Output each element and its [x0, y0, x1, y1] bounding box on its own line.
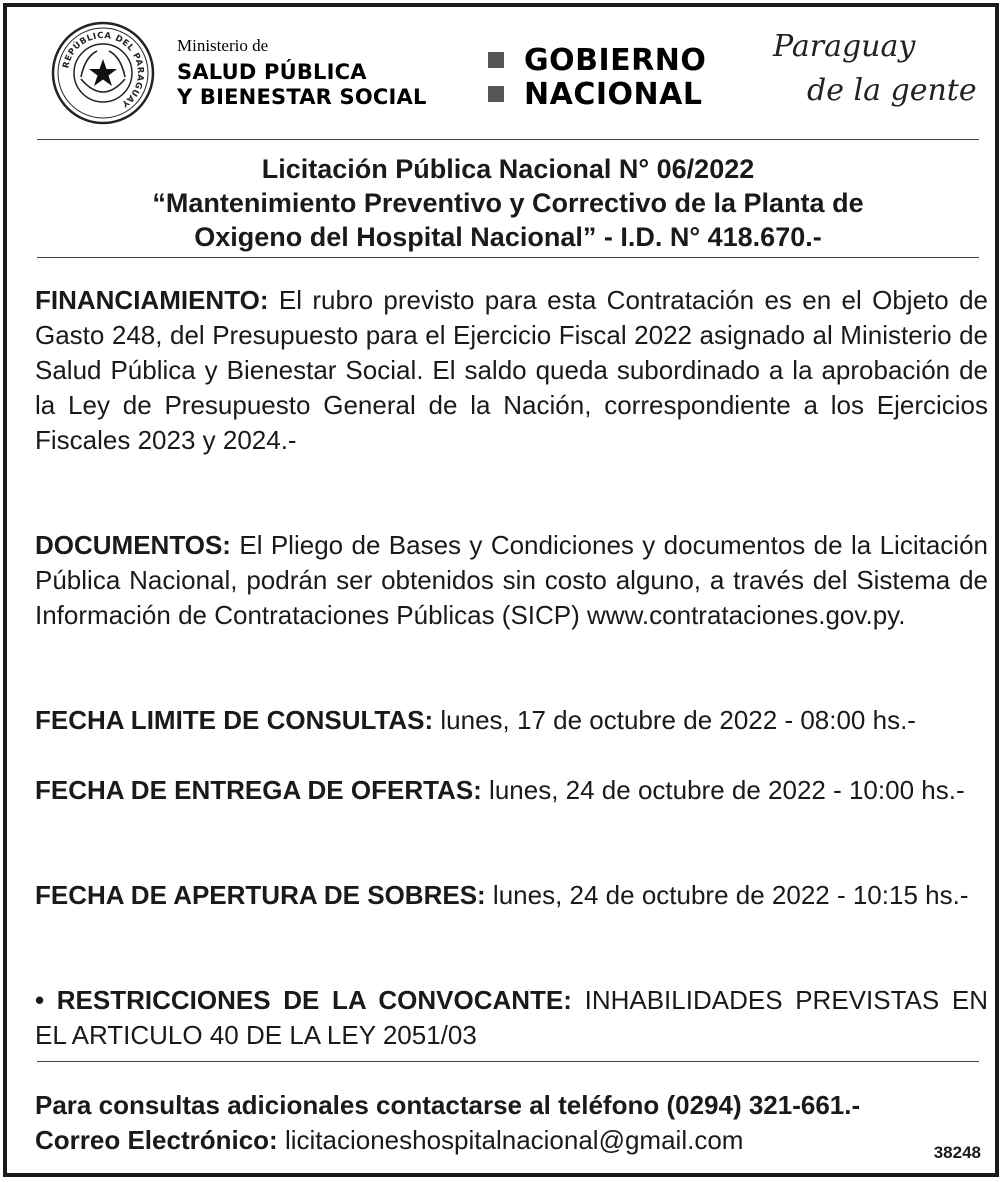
gov-line2: NACIONAL — [524, 76, 703, 112]
envelope-opening-date — [35, 878, 988, 913]
envelope-opening-text: lunes, 24 de octubre de 2022 - 10:15 hs.- — [485, 880, 969, 910]
title-line2: “Mantenimiento Preventivo y Correctivo de la Planta de — [152, 188, 864, 218]
title-divider — [37, 257, 979, 258]
offers-delivery-date — [35, 773, 988, 808]
contact-phone: Para consultas adicionales contactarse al teléfono (0294) 321-661.- — [35, 1090, 861, 1120]
title-line3: Oxigeno del Hospital Nacional” - I.D. N° 418.670.- — [194, 222, 822, 252]
restrictions-paragraph — [35, 983, 988, 1053]
contact-email-line — [35, 1123, 988, 1158]
gov-line1: GOBIERNO — [524, 42, 707, 78]
documents-paragraph — [35, 528, 988, 633]
restrictions-label: • RESTRICCIONES DE LA CONVOCANTE: — [35, 985, 572, 1015]
offers-delivery-text: lunes, 24 de octubre de 2022 - 10:00 hs.- — [481, 775, 965, 805]
email-address: licitacioneshospitalnacional@gmail.com — [277, 1125, 744, 1155]
header-divider — [37, 139, 979, 140]
slogan-line2: de la gente — [807, 73, 977, 108]
queries-deadline — [35, 703, 988, 738]
offers-delivery-label: FECHA DE ENTREGA DE OFERTAS: — [35, 775, 482, 805]
contact-divider — [37, 1061, 979, 1062]
square-bullet-icon — [488, 52, 504, 68]
notice-frame — [3, 3, 999, 1177]
ministry-name-line1: SALUD PÚBLICA — [177, 60, 367, 84]
slogan-line1: Paraguay — [773, 29, 916, 64]
documents-text: El Pliego de Bases y Condiciones y documentos de la Licitación Pública Nacional, podrán ser obtenidos sin costo alguno, a través del Sistema de Información de Contrataciones Públicas (SICP) www.contrataciones.gov.py. — [35, 530, 988, 630]
envelope-opening-label: FECHA DE APERTURA DE SOBRES: — [35, 880, 486, 910]
financing-text: El rubro previsto para esta Contratación es en el Objeto de Gasto 248, del Presupuesto para el Ejercicio Fiscal 2022 asignado al Ministerio de Salud Pública y Bienestar Social. El saldo queda subordinado a la aprobación de la Ley de Presupuesto General de la Nación, correspondiente a los Ejercicios Fiscales 2023 y 2024.- — [35, 285, 988, 455]
queries-deadline-label: FECHA LIMITE DE CONSULTAS: — [35, 705, 434, 735]
ministry-logo — [177, 37, 427, 110]
queries-deadline-text: lunes, 17 de octubre de 2022 - 08:00 hs.- — [433, 705, 916, 735]
financing-paragraph — [35, 283, 988, 458]
email-label: Correo Electrónico: — [35, 1125, 278, 1155]
ministry-name-line2: Y BIENESTAR SOCIAL — [177, 85, 427, 109]
slogan-logo — [773, 25, 977, 113]
ad-number: 38248 — [933, 1143, 981, 1162]
seal-text: REPÚBLICA DEL PARAGUAY — [61, 30, 146, 109]
ministry-prefix: Ministerio de — [177, 36, 269, 55]
government-logo — [488, 43, 706, 111]
tender-title — [37, 152, 979, 254]
square-bullet-icon — [488, 86, 504, 102]
contact-block — [35, 1088, 988, 1158]
national-seal-icon — [51, 21, 155, 125]
documents-label: DOCUMENTOS: — [35, 530, 231, 560]
financing-label: FINANCIAMIENTO: — [35, 285, 269, 315]
title-line1: Licitación Pública Nacional N° 06/2022 — [261, 154, 755, 184]
restrictions-text: INHABILIDADES PREVISTAS EN EL ARTICULO 40 DE LA LEY 2051/03 — [35, 985, 988, 1050]
